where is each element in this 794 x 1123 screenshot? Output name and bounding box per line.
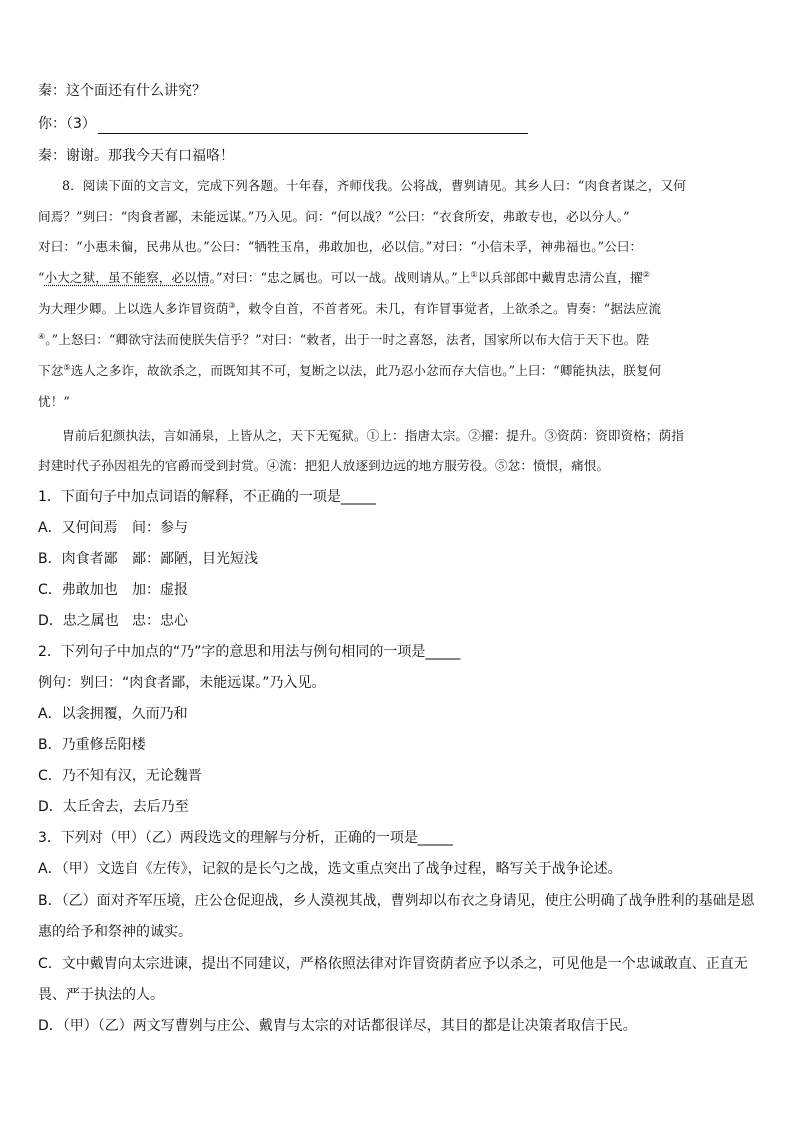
passage-line-2: 间焉？”刿曰：“肉食者鄙，未能远谋。”乃入见。问：“何以战？”公曰：“衣食所安，弗敢专也，必以分人。”: [38, 209, 630, 224]
question-3-option-d[interactable]: D．（甲）（乙）两文写曹刿与庄公、戴胄与太宗的对话都很详尽，其目的都是让决策者取信于民。: [38, 1018, 637, 1034]
question-2-option-d[interactable]: D．太丘舍去，去后乃至: [38, 799, 189, 815]
question-1-option-d[interactable]: D．忠之属也 忠：忠心: [38, 613, 188, 629]
question-3-stem: 3．下列对（甲）（乙）两段选文的理解与分析，正确的一项是_____: [38, 830, 453, 846]
question-3-option-c-cont[interactable]: 畏、严于执法的人。: [38, 987, 164, 1003]
question-3-option-c[interactable]: C．文中戴胄向太宗进谏，提出不同建议，严格依照法律对诈冒资荫者应予以杀之，可见他是一个忠诚敢直、正直无: [38, 956, 748, 972]
dialogue-line-qin-1: 秦：这个面还有什么讲究？: [38, 83, 206, 99]
question-2-example: 例句：刿曰：“肉食者鄙，未能远谋。”乃入见。: [38, 675, 326, 691]
question-1-option-c[interactable]: C．弗敢加也 加：虚报: [38, 582, 188, 598]
dialogue-you-label: 你：（3）: [38, 116, 96, 132]
dotted-phrase: 小大之狱，虽不能察，必以情: [44, 270, 210, 285]
question-1-option-b[interactable]: B．肉食者鄙 鄙：鄙陋，目光短浅: [38, 551, 258, 567]
question-2-option-c[interactable]: C．乃不知有汉，无论魏晋: [38, 768, 202, 784]
passage-line-1: 8．阅读下面的文言文，完成下列各题。十年春，齐师伐我。公将战，曹刿请见。其乡人曰：“肉食者谋之，又何: [62, 178, 686, 193]
answer-blank-3[interactable]: [98, 119, 528, 134]
notes-line-1: 胄前后犯颜执法，言如涌泉，上皆从之，天下无冤狱。①上：指唐太宗。②擢：提升。③资荫：资即资格；荫指: [62, 428, 684, 443]
note-marker-1: ①: [470, 269, 478, 279]
note-marker-4: ④: [38, 331, 46, 341]
passage-line-3: 对曰：“小惠未徧，民弗从也。”公曰：“牺牲玉帛，弗敢加也，必以信。”对曰：“小信未孚，神弗福也。”公曰：: [38, 239, 643, 254]
question-3-option-b-cont[interactable]: 惠的给予和祭神的诚实。: [38, 924, 192, 940]
question-3-option-b[interactable]: B．（乙）面对齐军压境，庄公仓促迎战，乡人漠视其战，曹刿却以布衣之身请见，使庄公明确了战争胜利的基础是恩: [38, 893, 755, 909]
passage-line-8: 忧！”: [38, 394, 70, 409]
passage-line-5: 为大理少卿。上以选人多诈冒资荫③，敕令自首，不首者死。未几，有诈冒事觉者，上欲杀之。胄奏：“据法应流: [38, 300, 662, 316]
question-1-stem: 1．下面句子中加点词语的解释，不正确的一项是_____: [38, 489, 376, 505]
question-3-option-a[interactable]: A．（甲）文选自《左传》，记叙的是长勺之战，选文重点突出了战争过程，略写关于战争论述。: [38, 861, 622, 877]
note-marker-3: ③: [228, 300, 236, 310]
passage-line-4: “小大之狱，虽不能察，必以情。”对曰：“忠之属也。可以一战。战则请从。”上①以兵部郎中戴胄忠清公直，擢②: [38, 269, 651, 285]
dialogue-line-qin-2: 秦：谢谢。那我今天有口福咯！: [38, 148, 234, 164]
note-marker-2: ②: [642, 269, 651, 279]
question-1-option-a[interactable]: A．又何间焉 间：参与: [38, 520, 188, 536]
question-2-option-a[interactable]: A．以衾拥覆，久而乃和: [38, 706, 188, 722]
dialogue-line-you: [38, 114, 758, 134]
note-marker-5: ⑤: [63, 362, 71, 372]
question-2-stem: 2．下列句子中加点的“乃”字的意思和用法与例句相同的一项是_____: [38, 644, 461, 660]
notes-line-2: 封建时代子孙因祖先的官爵而受到封赏。④流：把犯人放逐到边远的地方服劳役。⑤忿：愤恨，痛恨。: [38, 458, 610, 473]
passage-line-6: ④。”上怒曰：“卿欲守法而使朕失信乎？”对曰：“敕者，出于一时之喜怒，法者，国家所以布大信于天下也。陛: [38, 331, 650, 347]
passage-line-7: 下忿⑤选人之多诈，故欲杀之，而既知其不可，复断之以法，此乃忍小忿而存大信也。”上曰：“卿能执法，朕复何: [38, 362, 662, 378]
question-2-option-b[interactable]: B．乃重修岳阳楼: [38, 737, 146, 753]
